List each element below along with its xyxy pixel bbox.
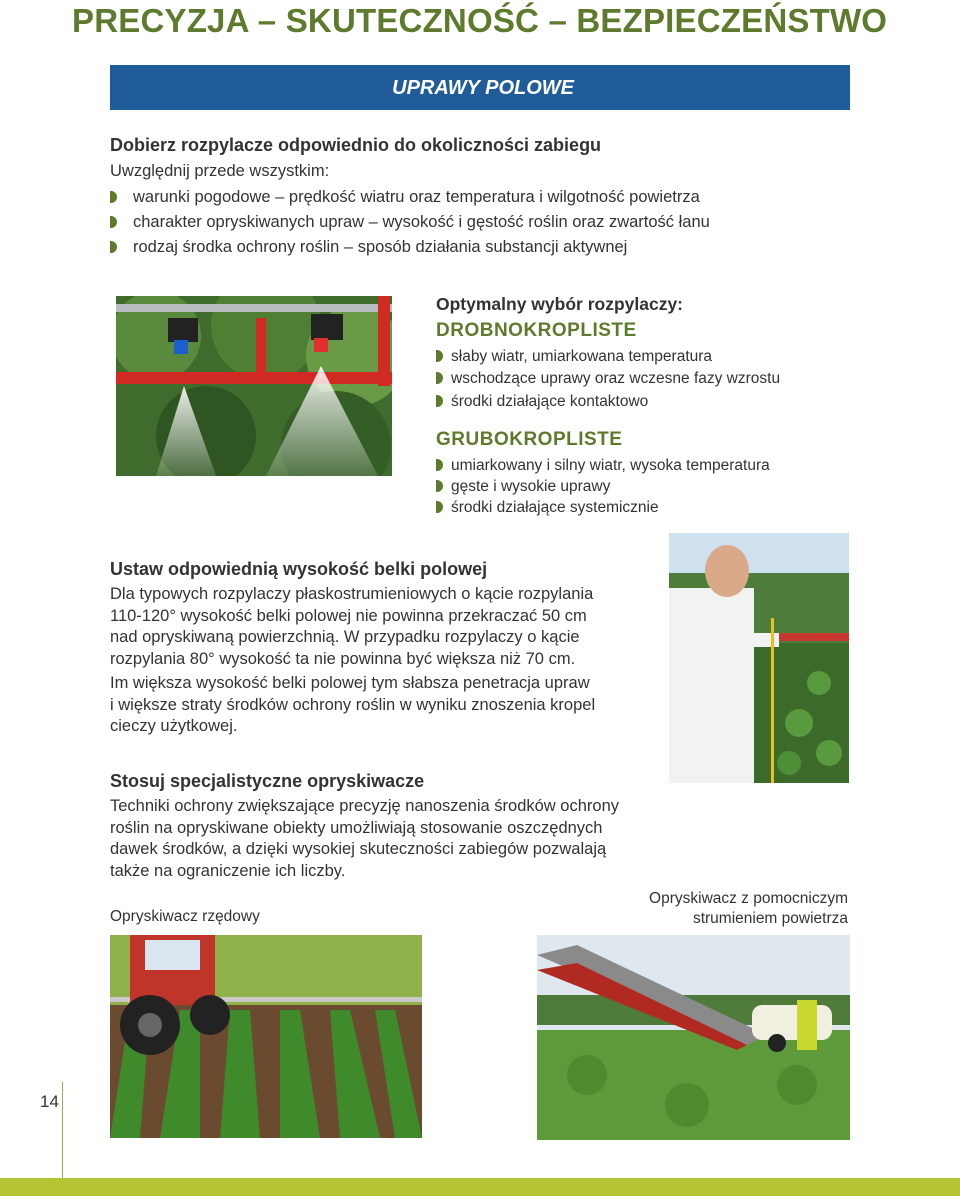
bullet-icon (436, 480, 443, 492)
banner-label: UPRAWY POLOWE (392, 77, 574, 99)
list-item: rodzaj środka ochrony roślin – sposób działania substancji aktywnej (110, 237, 627, 258)
bullet-icon (436, 372, 443, 384)
section2-body: Dla typowych rozpylaczy płaskostrumieniowych o kącie rozpylania 110-120° wysokość belki polowej nie powinna przekraczać 50 cm nad opryskiwaną powierzchnią. W przypadku rozpylaczy o kącie rozpylania 80° wysokość ta nie powinna być większa niż 70 cm. Im większa wysokość belki polowej tym słabsza penetracja upraw i większe straty środków ochrony roślin w wyniku znoszenia kropel cieczy użytkowej. (110, 585, 596, 735)
section-banner (110, 65, 850, 110)
air-assisted-sprayer-photo (537, 935, 850, 1140)
section2-heading: Ustaw odpowiednią wysokość belki polowej (110, 559, 488, 579)
section1-intro: Uwzględnij przede wszystkim: (110, 162, 330, 180)
nozzles-heading: Optymalny wybór rozpylaczy: (436, 294, 684, 314)
list-item: słaby wiatr, umiarkowana temperatura (436, 346, 712, 367)
bullet-icon (110, 241, 117, 253)
bullet-icon (436, 459, 443, 471)
section3-body: Techniki ochrony zwiększające precyzję nanoszenia środków ochrony roślin na opryskiwane obiekty umożliwiają stosowanie oszczędnych dawek środków, a dzięki wysokiej skuteczności zabiegów pozwalają także na ograniczenie ich liczby. (110, 797, 620, 880)
boom-height-photo (669, 533, 849, 783)
list-item: gęste i wysokie uprawy (436, 476, 610, 497)
list-item: środki działające systemicznie (436, 497, 659, 518)
caption-air-sprayer: Opryskiwacz z pomocniczym strumieniem powietrza (649, 890, 848, 927)
caption-row-sprayer: Opryskiwacz rzędowy (110, 908, 260, 925)
page-title: PRECYZJA – SKUTECZNOŚĆ – BEZPIECZEŃSTWO (72, 2, 888, 39)
coarse-label: GRUBOKROPLISTE (436, 429, 623, 450)
nozzle-photo (116, 296, 392, 476)
section1-heading: Dobierz rozpylacze odpowiednio do okoliczności zabiegu (110, 135, 602, 155)
list-item: środki działające kontaktowo (436, 391, 648, 412)
bullet-icon (110, 216, 117, 228)
row-sprayer-photo (110, 935, 422, 1138)
page-number: 14 (40, 1092, 59, 1111)
fine-label: DROBNOKROPLISTE (436, 320, 637, 341)
bullet-icon (436, 395, 443, 407)
list-item: umiarkowany i silny wiatr, wysoka temperatura (436, 455, 770, 476)
bullet-icon (436, 501, 443, 513)
page-number-divider (62, 1082, 63, 1178)
section3-heading: Stosuj specjalistyczne opryskiwacze (110, 771, 425, 791)
bullet-icon (436, 350, 443, 362)
list-item: wschodzące uprawy oraz wczesne fazy wzrostu (436, 368, 780, 389)
footer-bar (0, 1178, 960, 1196)
list-item: charakter opryskiwanych upraw – wysokość i gęstość roślin oraz zwartość łanu (110, 212, 710, 233)
bullet-icon (110, 191, 117, 203)
list-item: warunki pogodowe – prędkość wiatru oraz temperatura i wilgotność powietrza (110, 187, 700, 208)
